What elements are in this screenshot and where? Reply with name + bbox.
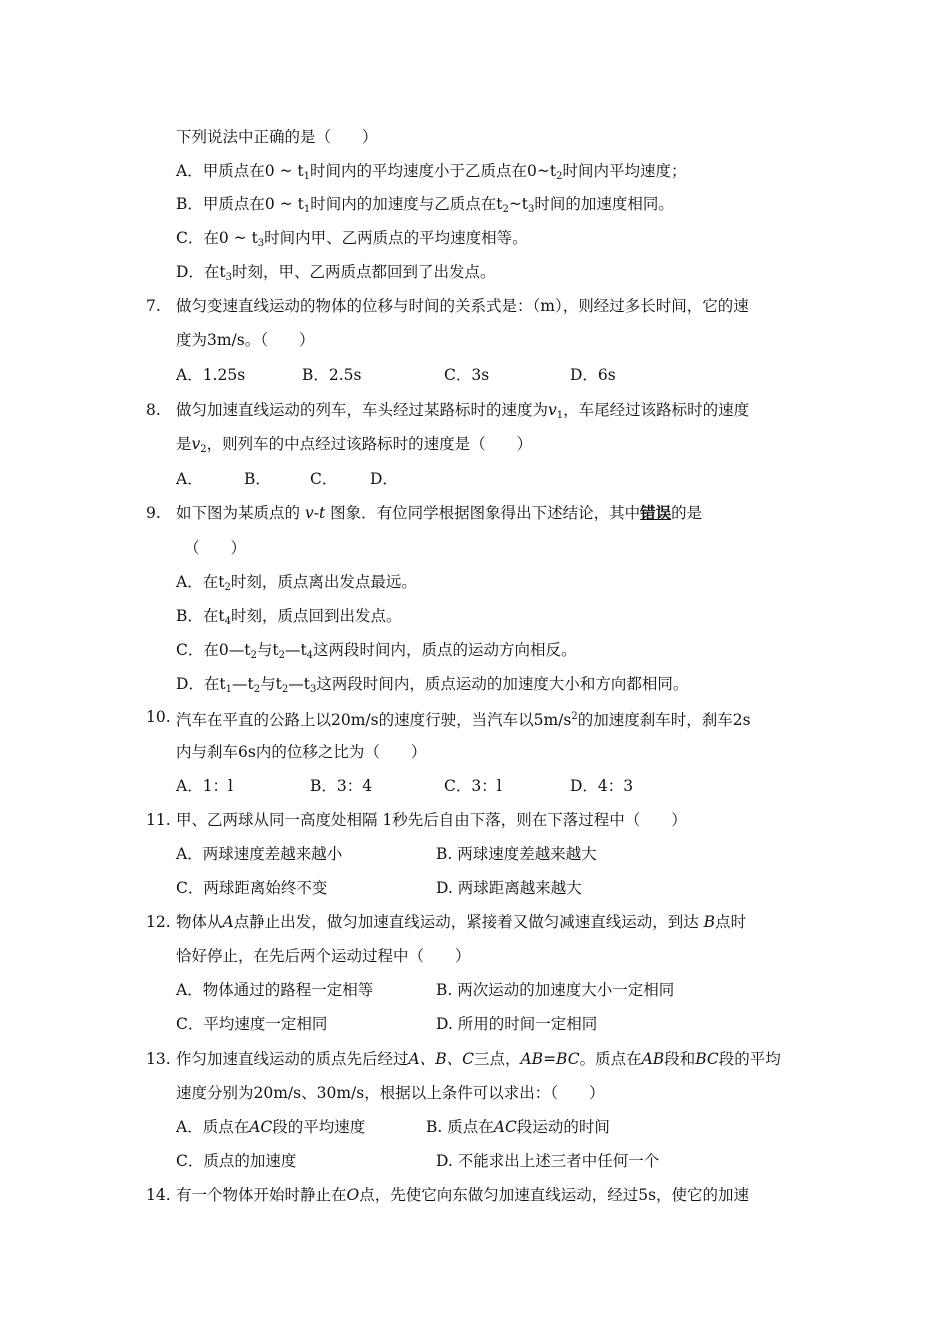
q10-option-c: C．3：l xyxy=(444,777,502,795)
q8-option-d: D． xyxy=(370,470,398,488)
q8-line2-text: 是 xyxy=(176,435,192,453)
q13-line1 xyxy=(176,1049,781,1069)
q9-d-sub: 1 xyxy=(225,684,233,695)
q12-line1 xyxy=(176,912,746,932)
q6-d-text: D．在t xyxy=(176,263,226,281)
q9-number: 9. xyxy=(146,504,161,522)
q11-option-d: D. 两球距离越来越大 xyxy=(436,879,582,897)
q6-c-text2: 时间内甲、乙两质点的平均速度相等。 xyxy=(264,229,528,247)
q10-line2: 内与刹车6s内的位移之比为（ ） xyxy=(176,743,427,761)
q9-d-sub4: 3 xyxy=(309,684,317,695)
q13-line1-text3: 。质点在 xyxy=(579,1050,642,1068)
q9-b-text2: 时刻，质点回到出发点。 xyxy=(231,607,402,625)
q9-c-sub: 2 xyxy=(250,650,257,661)
q9-a-text2: 时刻，质点离出发点最远。 xyxy=(230,573,417,591)
q7-option-c: C．3s xyxy=(444,366,490,384)
q11-option-b: B. 两球速度差越来越大 xyxy=(436,845,597,863)
q12-option-a: A．物体通过的路程一定相等 xyxy=(176,981,374,999)
q9-vt-var: v-t xyxy=(304,504,326,522)
q9-option-a xyxy=(176,572,417,598)
q13-option-b xyxy=(426,1117,610,1137)
q9-d-sub3: 2 xyxy=(281,684,289,695)
q9-line1-text3: 的是 xyxy=(671,504,703,522)
q8-line1-text: 做匀加速直线运动的列车，车头经过某路标时的速度为 xyxy=(176,401,549,419)
q9-b-sub: 4 xyxy=(224,616,231,627)
q13-b-text: B. 质点在 xyxy=(426,1118,494,1136)
q14-number: 14. xyxy=(146,1186,171,1204)
q9-line1-text2: 图象．有位同学根据图象得出下述结论，其中 xyxy=(330,504,641,522)
q6-option-d xyxy=(176,262,496,288)
q7-line2: 度为3m/s。（ ） xyxy=(176,331,315,349)
q12-line1-text3: 点时 xyxy=(715,913,747,931)
q10-line1-text2: 的加速度刹车时，刹车2s xyxy=(577,711,751,729)
q13-line1-text2: 三点， xyxy=(473,1050,521,1068)
q10-line1-text: 汽车在平直的公路上以20m/s的速度行驶，当汽车以5m/s xyxy=(176,711,572,729)
q8-v2-var: v xyxy=(191,435,201,453)
q7-option-b: B．2.5s xyxy=(302,366,362,384)
q6-a-text: A．甲质点在0 ~ t xyxy=(176,162,304,180)
q10-option-b: B．3：4 xyxy=(310,777,373,795)
q14-line1-text2: 点，先使它向东做匀加速直线运动，经过5s，使它的加速 xyxy=(359,1186,750,1204)
q6-b-text4: 时间的加速度相同。 xyxy=(534,195,674,213)
q11-option-a: A．两球速度差越来越小 xyxy=(176,845,343,863)
q10-number: 10. xyxy=(146,708,171,726)
q12-line1-text: 物体从 xyxy=(176,913,223,931)
q9-emphasis-wrong: 错误 xyxy=(640,503,672,522)
q6-d-sub: 3 xyxy=(225,272,233,283)
q8-line1-text2: ，车尾经过该路标时的速度 xyxy=(563,401,750,419)
q13-option-c: C．质点的加速度 xyxy=(176,1152,297,1170)
q12-number: 12. xyxy=(146,913,171,931)
q9-option-d xyxy=(176,674,688,700)
q12-point-b: B xyxy=(703,913,716,931)
q6-b-sub: 1 xyxy=(303,204,311,215)
q8-v1-sub: 1 xyxy=(556,410,564,421)
q6-b-text3: ~t xyxy=(508,195,529,213)
q9-c-sub3: 4 xyxy=(306,650,314,661)
q7-line1: 做匀变速直线运动的物体的位移与时间的关系式是：（m），则经过多长时间，它的速 xyxy=(176,297,749,315)
q9-d-sub2: 2 xyxy=(253,684,261,695)
q7-number: 7. xyxy=(146,297,161,315)
q8-option-c: C． xyxy=(310,470,338,488)
q8-line2 xyxy=(176,434,532,460)
q13-b-segment: AC xyxy=(493,1118,517,1136)
q13-b-text2: 段运动的时间 xyxy=(516,1118,610,1136)
q6-b-text2: 时间内的加速度与乙质点在t xyxy=(310,195,503,213)
q10-sup: 2 xyxy=(571,711,578,722)
q6-b-text: B．甲质点在0 ~ t xyxy=(176,195,304,213)
q9-option-b xyxy=(176,606,402,632)
q6-stem-tail: 下列说法中正确的是（ ） xyxy=(176,128,378,146)
q13-line1-text: 作匀加速直线运动的质点先后经过 xyxy=(176,1050,409,1068)
q9-line1 xyxy=(176,503,702,523)
q6-option-b xyxy=(176,194,674,220)
q9-c-text3: —t xyxy=(284,641,307,659)
q7-option-d: D．6s xyxy=(570,366,616,384)
q6-a-sub: 1 xyxy=(303,171,311,182)
q13-option-a xyxy=(176,1117,365,1137)
q9-d-text3: 与t xyxy=(260,675,282,693)
q13-segment-ab: AB xyxy=(641,1050,665,1068)
q9-option-c xyxy=(176,640,577,666)
q13-line2: 速度分别为20m/s、30m/s，根据以上条件可以求出：（ ） xyxy=(176,1084,605,1102)
q9-c-text: C．在0—t xyxy=(176,641,251,659)
q6-c-text: C．在0 ~ t xyxy=(176,229,258,247)
q10-option-d: D．4：3 xyxy=(570,777,634,795)
q9-d-text: D．在t xyxy=(176,675,226,693)
q13-a-text2: 段的平均速度 xyxy=(272,1118,366,1136)
q12-line2: 恰好停止，在先后两个运动过程中（ ） xyxy=(176,947,471,965)
q9-d-text2: —t xyxy=(232,675,254,693)
q13-points: A、B、C xyxy=(408,1050,474,1068)
q8-v2-sub: 2 xyxy=(200,444,207,455)
q11-number: 11. xyxy=(146,811,171,829)
q12-option-c: C．平均速度一定相同 xyxy=(176,1015,328,1033)
q6-a-sub2: 2 xyxy=(556,171,563,182)
q10-option-a: A．1：l xyxy=(176,777,234,795)
q8-v1-var: v xyxy=(548,401,557,419)
q10-line1 xyxy=(176,707,751,730)
q9-d-text4: —t xyxy=(288,675,310,693)
q13-a-text: A．质点在 xyxy=(176,1118,250,1136)
q6-option-c xyxy=(176,228,528,254)
q8-number: 8. xyxy=(146,401,161,419)
q11-option-c: C．两球距离始终不变 xyxy=(176,879,328,897)
q8-line1 xyxy=(176,400,749,426)
q12-option-b: B. 两次运动的加速度大小一定相同 xyxy=(436,981,675,999)
q12-line1-text2: 点静止出发，做匀加速直线运动，紧接着又做匀减速直线运动，到达 xyxy=(233,913,699,931)
q12-option-d: D. 所用的时间一定相同 xyxy=(436,1015,598,1033)
q14-line1 xyxy=(176,1185,749,1205)
q13-segment-bc: BC xyxy=(695,1050,719,1068)
q8-option-a: A． xyxy=(176,470,203,488)
q6-b-sub2: 2 xyxy=(502,204,509,215)
q6-c-sub: 3 xyxy=(257,238,265,249)
q14-point-o: O xyxy=(346,1186,360,1204)
q13-line1-text5: 段的平均 xyxy=(718,1050,781,1068)
q13-option-d: D. 不能求出上述三者中任何一个 xyxy=(436,1152,660,1170)
q13-number: 13. xyxy=(146,1050,171,1068)
q7-option-a: A．1.25s xyxy=(176,366,246,384)
q6-a-text3: 时间内平均速度； xyxy=(562,162,687,180)
q13-equation: AB=BC xyxy=(520,1050,580,1068)
q9-d-text5: 这两段时间内，质点运动的加速度大小和方向都相同。 xyxy=(316,675,689,693)
q9-a-text: A．在t xyxy=(176,573,225,591)
q9-b-text: B．在t xyxy=(176,607,225,625)
q9-line1-text: 如下图为某质点的 xyxy=(176,504,301,522)
q9-c-text2: 与t xyxy=(256,641,279,659)
q9-a-sub: 2 xyxy=(224,582,231,593)
q9-c-sub2: 2 xyxy=(278,650,285,661)
q6-option-a xyxy=(176,161,687,187)
q11-line1: 甲、乙两球从同一高度处相隔 1秒先后自由下落，则在下落过程中（ ） xyxy=(176,811,687,829)
q6-a-text2: 时间内的平均速度小于乙质点在0~t xyxy=(310,162,557,180)
q9-c-text4: 这两段时间内，质点的运动方向相反。 xyxy=(313,641,577,659)
q6-d-text2: 时刻，甲、乙两质点都回到了出发点。 xyxy=(232,263,496,281)
q9-line2: （ ） xyxy=(184,539,247,557)
q14-line1-text: 有一个物体开始时静止在 xyxy=(176,1186,347,1204)
q13-a-segment: AC xyxy=(249,1118,273,1136)
q12-point-a: A xyxy=(222,913,234,931)
q8-option-b: B． xyxy=(244,470,271,488)
q13-line1-text4: 段和 xyxy=(664,1050,696,1068)
q6-b-sub3: 3 xyxy=(528,204,535,215)
q8-line2-text2: ，则列车的中点经过该路标时的速度是（ ） xyxy=(206,435,533,453)
